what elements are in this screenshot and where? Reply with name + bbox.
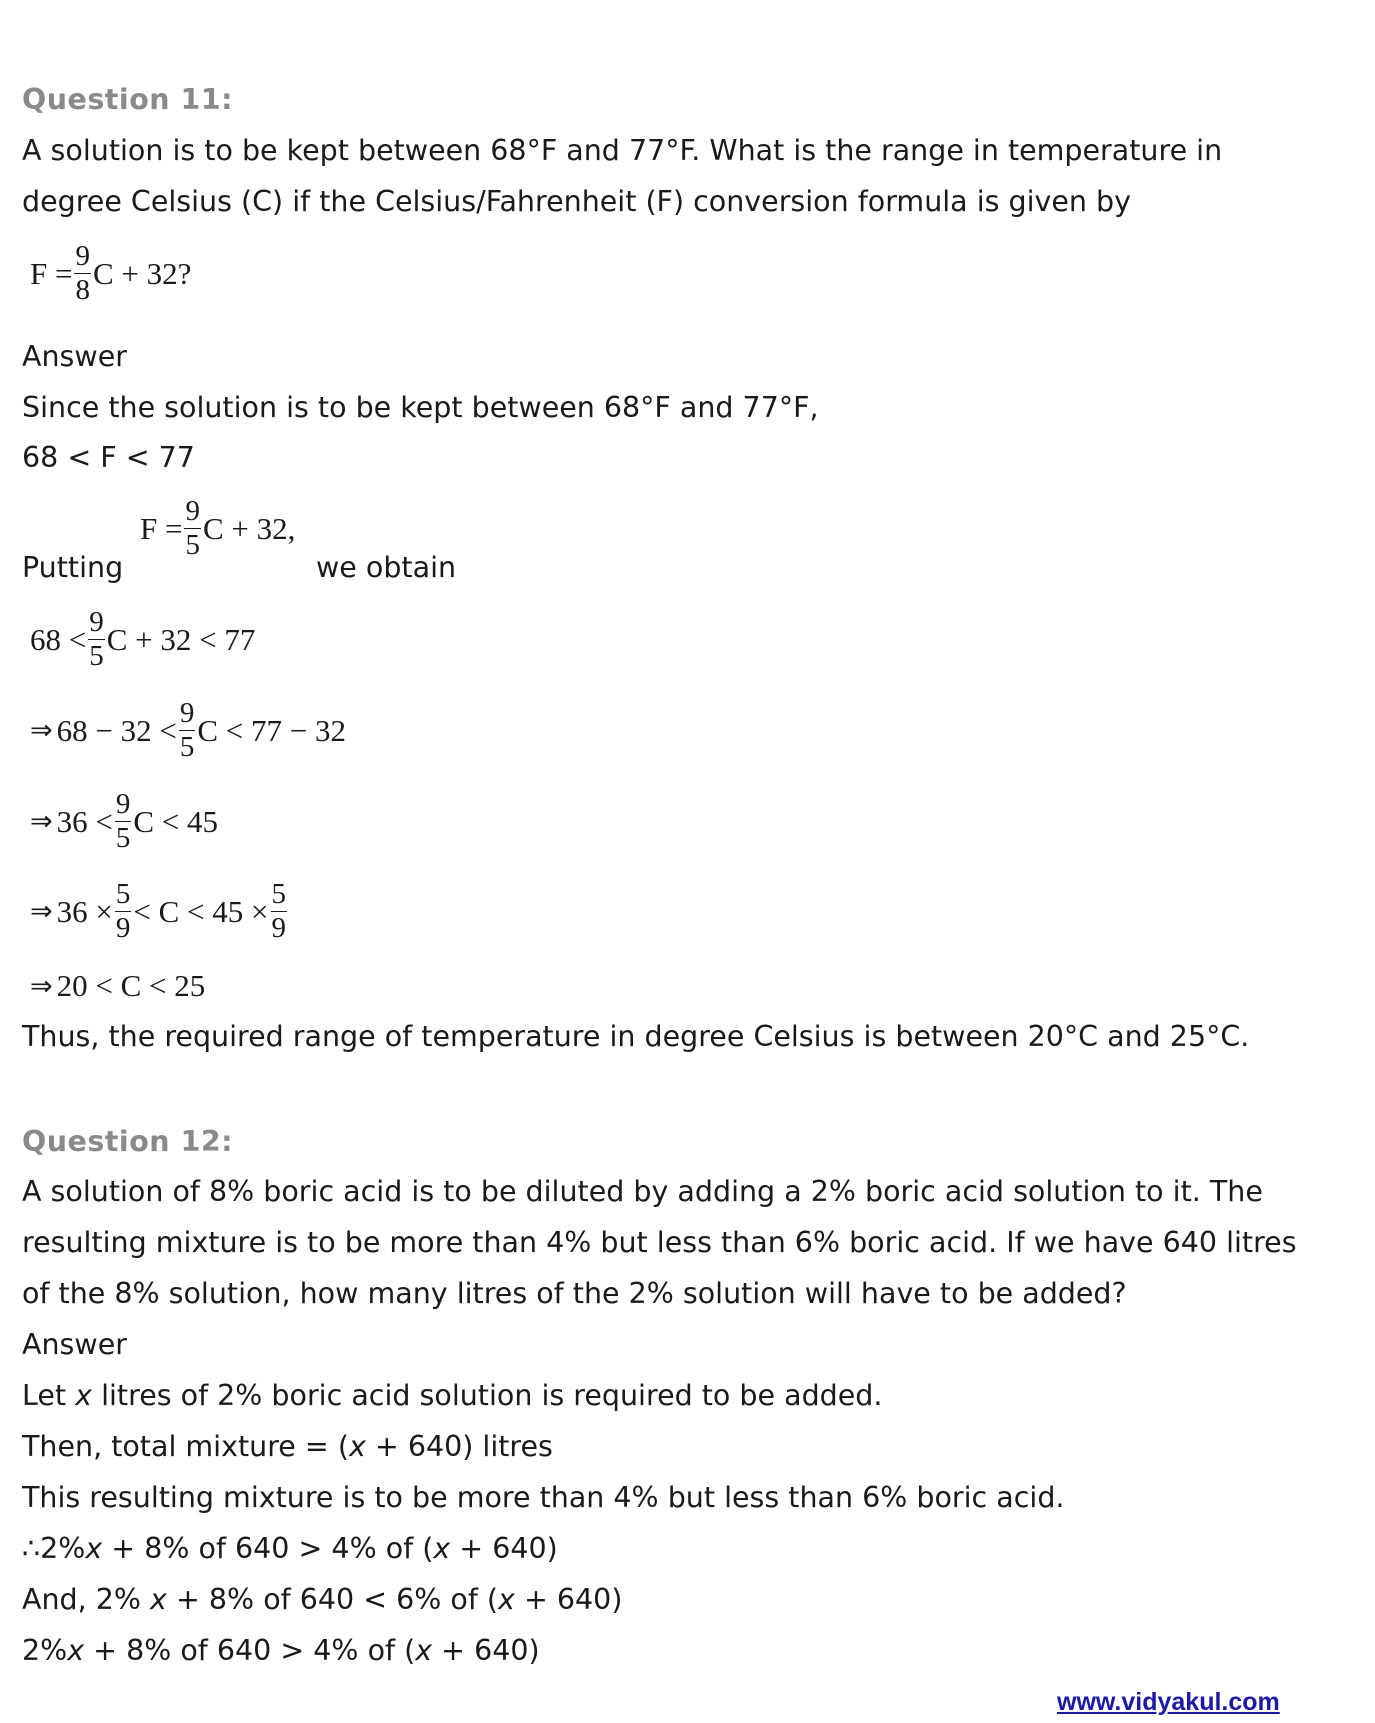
text-segment: + 8% of 640 > 4% of ( xyxy=(84,1634,416,1667)
answer-line-2: 68 < F < 77 xyxy=(22,441,195,474)
text-segment: Let xyxy=(22,1379,76,1412)
formula-numerator: 9 xyxy=(75,240,90,272)
putting-formula xyxy=(140,497,295,560)
implies-arrow: ⇒ xyxy=(30,896,53,927)
we-obtain-label: we obtain xyxy=(316,551,457,584)
step-2-denominator: 5 xyxy=(179,731,195,763)
formula-denominator: 8 xyxy=(75,274,90,306)
question-11-text-line-2: degree Celsius (C) if the Celsius/Fahrenheit (F) conversion formula is given by xyxy=(22,185,1132,218)
question-11-conclusion: Thus, the required range of temperature in degree Celsius is between 20°C and 25°C. xyxy=(22,1020,1250,1053)
step-4-fraction-1 xyxy=(115,880,132,943)
text-segment: And, 2% xyxy=(22,1583,151,1616)
step-5-text: 20 < C < 25 xyxy=(56,968,206,1003)
variable-x: x xyxy=(67,1634,85,1667)
step-4-numerator-1: 5 xyxy=(115,878,131,910)
inequality-step-1 xyxy=(30,608,255,671)
implies-arrow: ⇒ xyxy=(30,806,53,837)
text-segment: Then, total mixture = ( xyxy=(22,1430,349,1463)
question-12-text-line-2: resulting mixture is to be more than 4% but less than 6% boric acid. If we have 640 litres xyxy=(22,1226,1297,1259)
answer-12-line-2 xyxy=(22,1427,553,1467)
question-12-text-line-3: of the 8% solution, how many litres of the 2% solution will have to be added? xyxy=(22,1277,1127,1310)
step-2-post: C < 77 − 32 xyxy=(197,712,346,748)
formula-rhs: C + 32? xyxy=(92,255,192,291)
step-3-post: C < 45 xyxy=(133,803,219,839)
variable-x: x xyxy=(348,1430,366,1463)
question-11-heading: Question 11: xyxy=(22,83,234,116)
step-4-numerator-2: 5 xyxy=(271,878,286,910)
answer-12-line-5 xyxy=(22,1580,622,1620)
text-segment: + 640) xyxy=(514,1583,623,1616)
step-3-fraction xyxy=(115,790,132,853)
step-1-pre: 68 < xyxy=(30,621,87,657)
variable-x: x xyxy=(75,1379,93,1412)
step-4-denominator-1: 9 xyxy=(115,912,131,944)
answer-label-12: Answer xyxy=(22,1328,127,1361)
inequality-step-2 xyxy=(30,699,346,762)
variable-x: x xyxy=(150,1583,167,1616)
variable-x: x xyxy=(498,1583,515,1616)
variable-x: x xyxy=(433,1532,451,1565)
formula-fraction xyxy=(74,242,91,305)
answer-line-1: Since the solution is to be kept between 68°F and 77°F, xyxy=(22,391,819,424)
putting-formula-rhs: C + 32, xyxy=(202,510,296,546)
step-1-denominator: 5 xyxy=(89,640,104,672)
question-12-text-line-1: A solution of 8% boric acid is to be diluted by adding a 2% boric acid solution to it. The xyxy=(22,1175,1263,1208)
step-2-numerator: 9 xyxy=(179,697,195,729)
step-4-pre: 36 × xyxy=(56,893,113,929)
putting-numerator: 9 xyxy=(185,495,200,527)
step-4-fraction-2 xyxy=(271,880,288,943)
implies-arrow: ⇒ xyxy=(30,715,53,746)
step-2-pre: 68 − 32 < xyxy=(56,712,177,748)
step-4-mid: < C < 45 × xyxy=(133,893,269,929)
text-segment: + 640) xyxy=(432,1634,540,1667)
implies-arrow: ⇒ xyxy=(30,970,53,1002)
conversion-formula xyxy=(30,242,191,305)
text-segment: + 8% of 640 < 6% of ( xyxy=(166,1583,499,1616)
text-segment: litres of 2% boric acid solution is required to be added. xyxy=(92,1379,883,1412)
step-3-denominator: 5 xyxy=(115,822,131,854)
question-11-text-line-1: A solution is to be kept between 68°F and 77°F. What is the range in temperature in xyxy=(22,134,1223,167)
answer-12-line-6 xyxy=(22,1631,540,1671)
answer-label-11: Answer xyxy=(22,340,127,373)
inequality-step-3 xyxy=(30,790,218,853)
step-1-post: C + 32 < 77 xyxy=(106,621,256,657)
answer-12-line-3: This resulting mixture is to be more than 4% but less than 6% boric acid. xyxy=(22,1481,1065,1514)
step-2-fraction xyxy=(179,699,196,762)
variable-x: x xyxy=(85,1532,103,1565)
putting-formula-lhs: F = xyxy=(140,510,183,546)
step-3-numerator: 9 xyxy=(115,788,131,820)
formula-lhs: F = xyxy=(30,255,73,291)
answer-12-line-1 xyxy=(22,1376,882,1416)
footer-website-link[interactable]: www.vidyakul.com xyxy=(1057,1688,1280,1716)
text-segment: + 8% of 640 > 4% of ( xyxy=(102,1532,434,1565)
answer-12-line-4 xyxy=(22,1529,558,1569)
question-12-heading: Question 12: xyxy=(22,1125,234,1158)
putting-denominator: 5 xyxy=(185,529,200,561)
text-segment: ∴2% xyxy=(22,1532,86,1565)
inequality-step-5 xyxy=(30,968,205,1004)
inequality-step-4 xyxy=(30,880,289,943)
text-segment: + 640) litres xyxy=(365,1430,553,1463)
step-3-pre: 36 < xyxy=(56,803,113,839)
step-1-numerator: 9 xyxy=(89,606,104,638)
text-segment: 2% xyxy=(22,1634,68,1667)
text-segment: + 640) xyxy=(450,1532,558,1565)
variable-x: x xyxy=(415,1634,433,1667)
step-1-fraction xyxy=(88,608,105,671)
step-4-denominator-2: 9 xyxy=(271,912,286,944)
putting-formula-fraction xyxy=(184,497,201,560)
putting-label: Putting xyxy=(22,551,124,584)
